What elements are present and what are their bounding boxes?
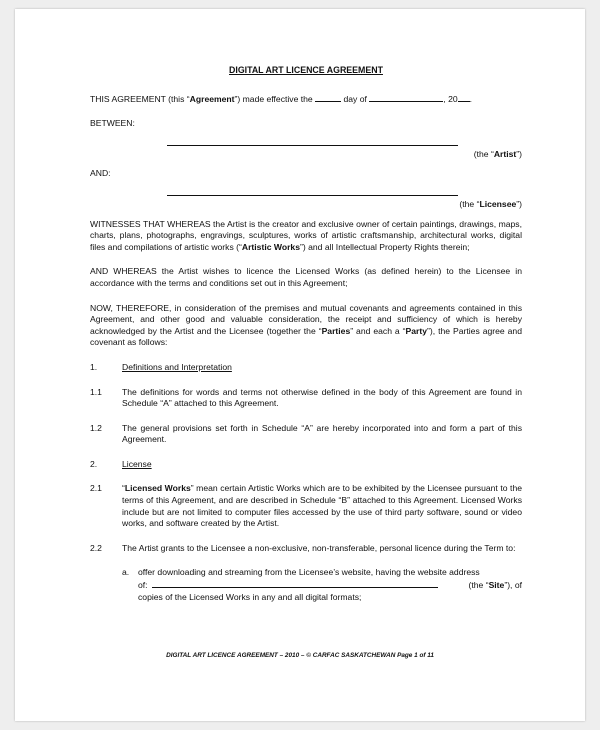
witnesses-paragraph: WITNESSES THAT WHEREAS the Artist is the creator and exclusive owner of certain paintings, drawings, maps, charts, plans, photographs, engravings, sculptures, works of artistic craftsmanship, architectural works, digital files and compilations of artistic works (“Artistic Works”) and all Intellectual Property Rights therein; <box>90 218 522 252</box>
section-1-heading: 1. Definitions and Interpretation <box>90 361 232 372</box>
licensee-tag: (the “Licensee”) <box>459 198 522 209</box>
section-1-2: 1.2 The general provisions set forth in Schedule “A” are hereby incorporated into and form a part of this Agreement. <box>90 422 522 445</box>
section-2-2-a: a. offer downloading and streaming from the Licensee’s website, having the website address of: (the “Site”), of copies of the Licensed Works in any and all digital formats; <box>122 567 522 602</box>
section-2-2: 2.2 The Artist grants to the Licensee a non-exclusive, non-transferable, personal licence during the Term to: <box>90 542 516 553</box>
document-page <box>15 9 585 721</box>
now-therefore-paragraph: NOW, THEREFORE, in consideration of the premises and mutual covenants and agreements contained in this Agreement, and other good and valuable consideration, the receipt and sufficiency of which is hereby acknowledged by the Artist and the Licensee (together the “Parties” and each a “Party”), the Parties agree and covenant as follows: <box>90 302 522 348</box>
page-footer: DIGITAL ART LICENCE AGREEMENT – 2010 – © CARFAC SASKATCHEWAN Page 1 of 11 <box>166 652 434 659</box>
year-blank[interactable] <box>458 93 470 102</box>
intro-paragraph: THIS AGREEMENT (this “Agreement”) made effective the day of , 20 . <box>90 93 473 104</box>
artist-tag: (the “Artist”) <box>473 148 522 159</box>
whereas-paragraph: AND WHEREAS the Artist wishes to licence the Licensed Works (as defined herein) to the Licensee in accordance with the terms and conditions set out in this Agreement; <box>90 266 522 288</box>
day-blank[interactable] <box>315 93 341 102</box>
month-blank[interactable] <box>369 93 443 102</box>
document-title: DIGITAL ART LICENCE AGREEMENT <box>229 65 383 75</box>
between-label: BETWEEN: <box>90 118 135 129</box>
artist-signature-line[interactable] <box>167 145 458 146</box>
section-1-1: 1.1 The definitions for words and terms not otherwise defined in the body of this Agreement are found in Schedule “A” attached to this Agreement. <box>90 386 522 409</box>
licensee-signature-line[interactable] <box>167 195 458 196</box>
website-address-blank[interactable] <box>152 579 438 588</box>
document-content <box>90 65 522 603</box>
and-label: AND: <box>90 168 111 179</box>
section-2-heading: 2. License <box>90 458 152 469</box>
section-2-1: 2.1 “Licensed Works” mean certain Artistic Works which are to be exhibited by the Licensee pursuant to the terms of this Agreement, and are described in Schedule “B” attached to this Agreement. Licensed Works include but are not limited to computer files accessed by the use of third party software, sound or video works, and software created by the Artist. <box>90 483 522 529</box>
